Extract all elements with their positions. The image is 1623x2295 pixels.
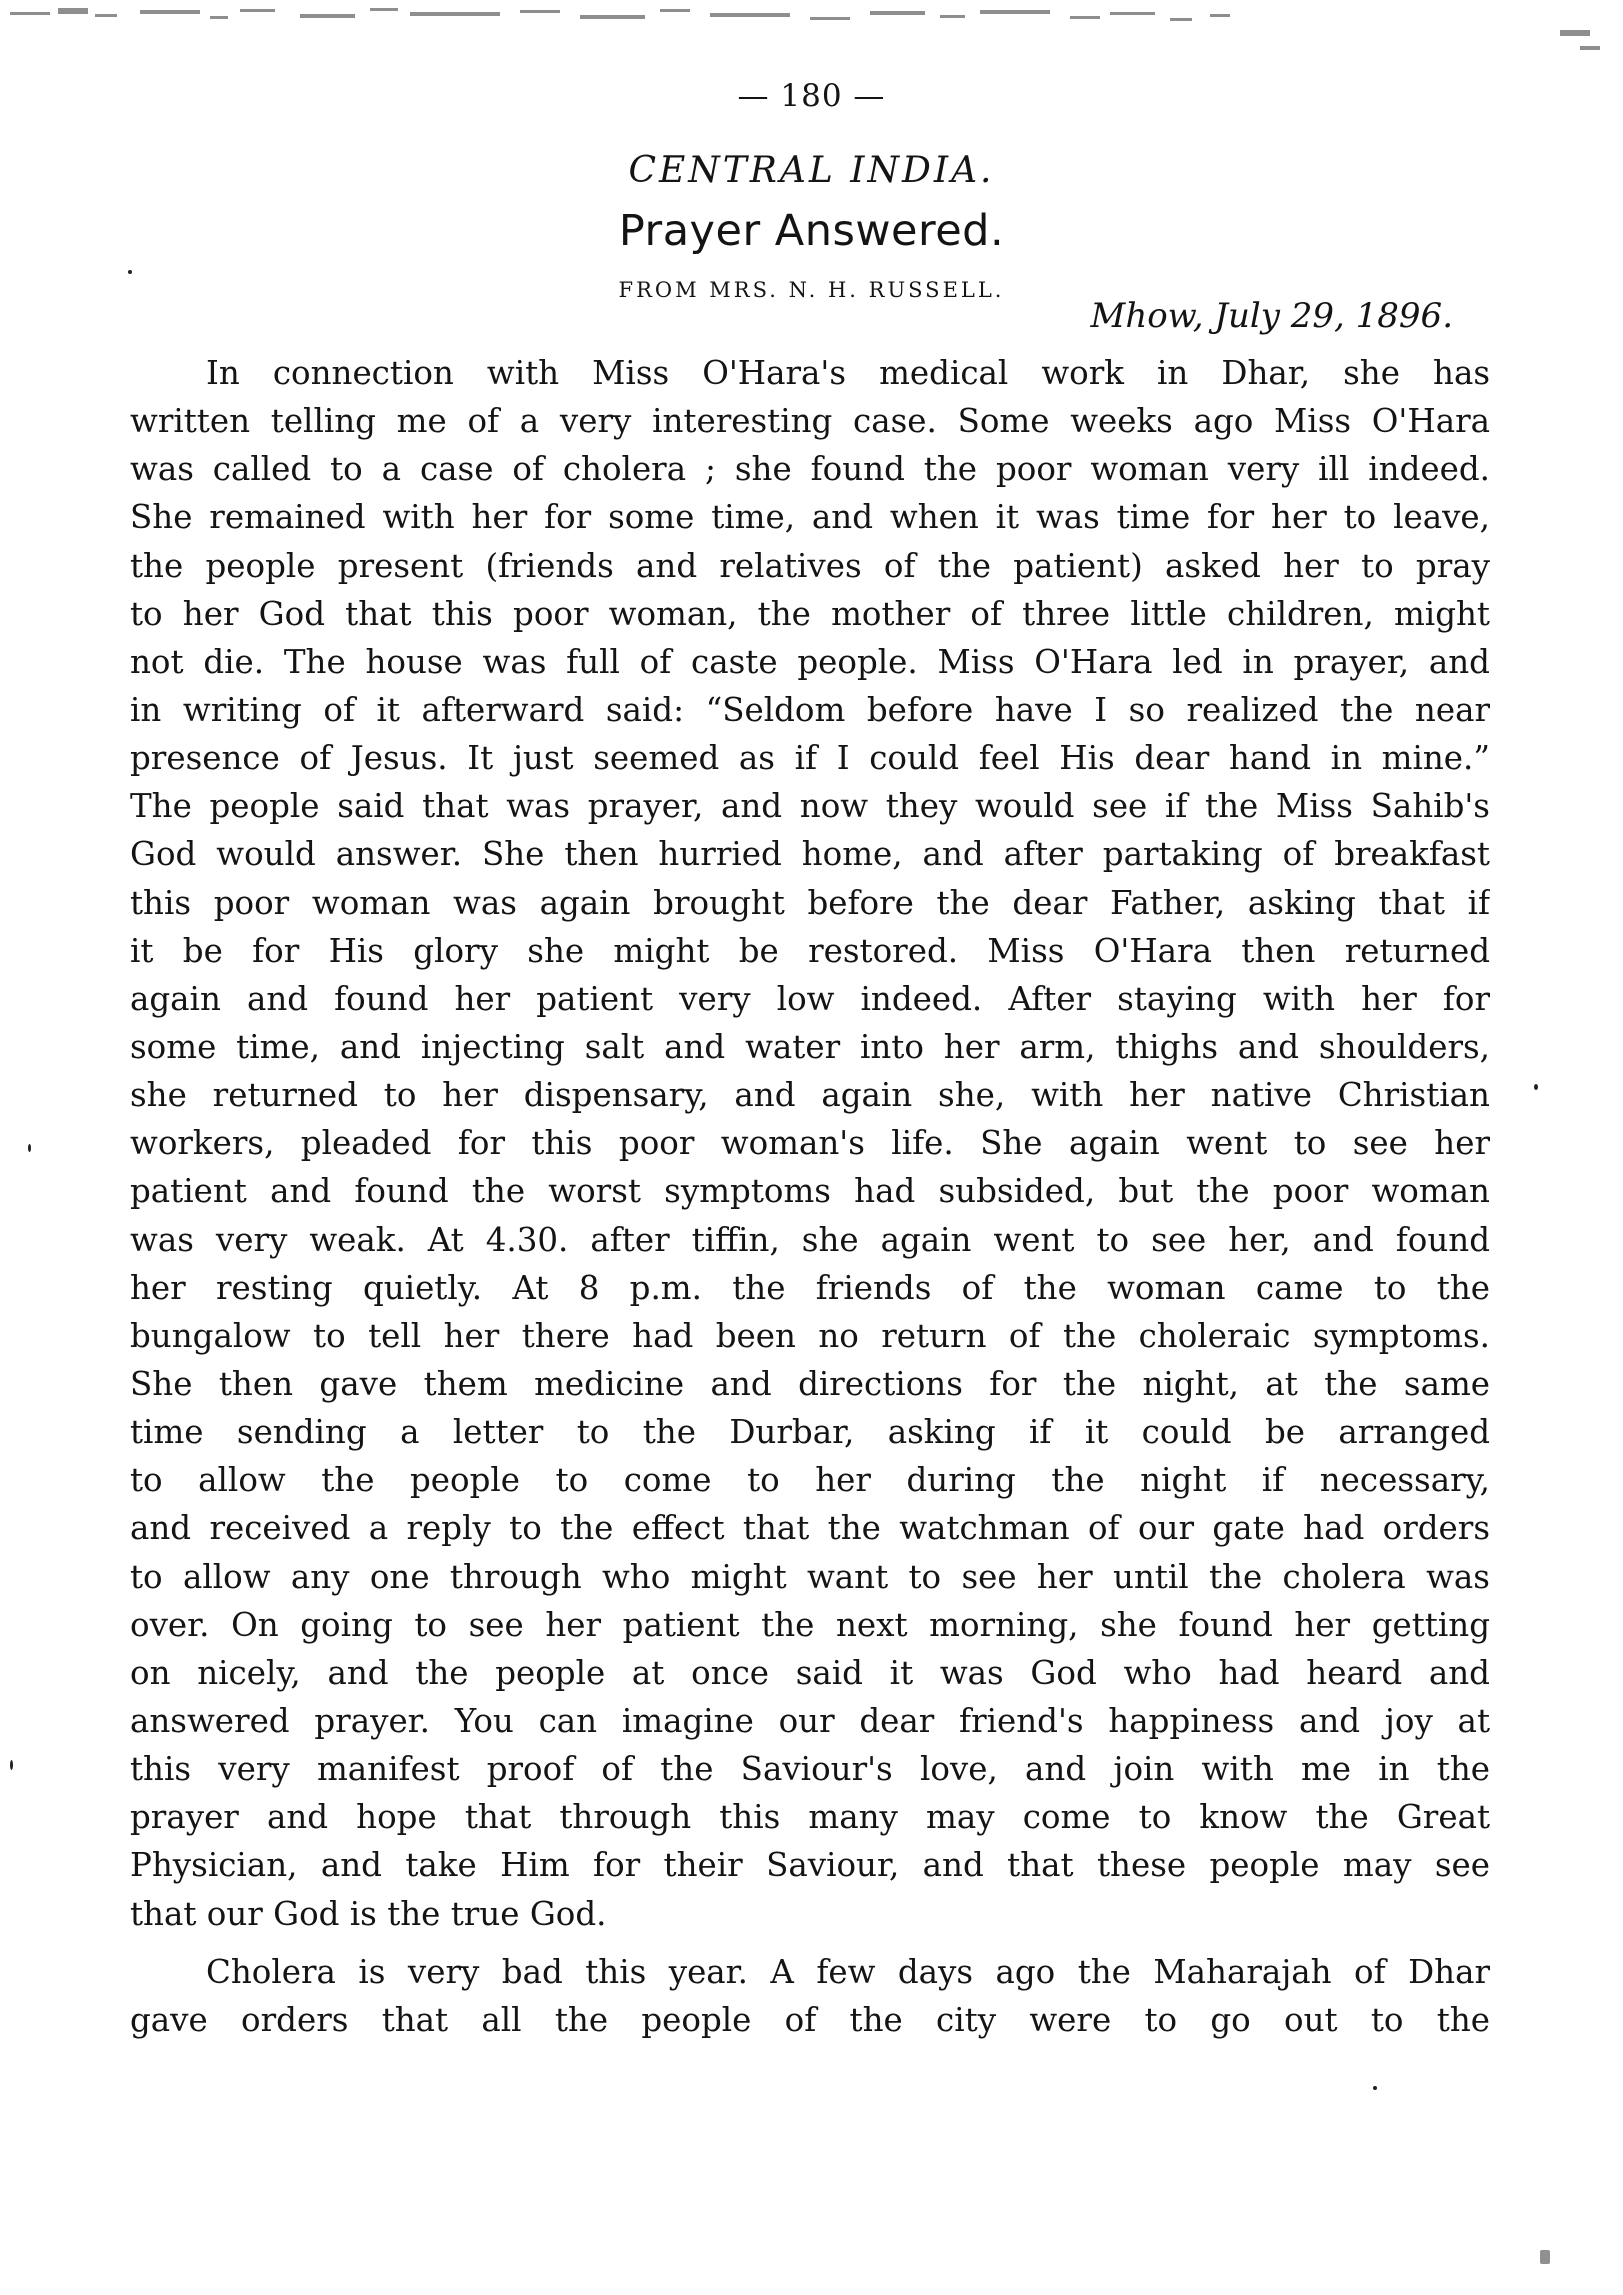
article-body xyxy=(130,349,1490,2044)
article-title: Prayer Answered. xyxy=(618,206,1005,256)
text-line: to allow the people to come to her during the night if necessary, xyxy=(130,1461,1490,1500)
page-number: — 180 — xyxy=(737,78,886,114)
text-line: was called to a case of cholera ; she found the poor woman very ill indeed. xyxy=(130,450,1490,489)
text-line: again and found her patient very low indeed. After staying with her for xyxy=(130,979,1490,1018)
scan-speck xyxy=(128,270,132,274)
text-line: The people said that was prayer, and now they would see if the Miss Sahib's xyxy=(130,787,1490,826)
text-line: Physician, and take Him for their Saviour, and that these people may see xyxy=(130,1846,1490,1885)
text-line: some time, and injecting salt and water into her arm, thighs and shoulders, xyxy=(130,1027,1490,1066)
scan-speck xyxy=(1540,2250,1550,2264)
scan-speck xyxy=(10,1760,13,1770)
text-line: and received a reply to the effect that the watchman of our gate had orders xyxy=(130,1509,1490,1548)
section-heading: CENTRAL INDIA. xyxy=(628,150,995,191)
text-line: gave orders that all the people of the city were to go out to the xyxy=(130,2000,1490,2039)
scan-noise-top xyxy=(0,0,1623,60)
text-line: the people present (friends and relatives of the patient) asked her to pray xyxy=(130,546,1490,585)
text-line: workers, pleaded for this poor woman's life. She again went to see her xyxy=(130,1124,1490,1163)
text-line: on nicely, and the people at once said it was God who had heard and xyxy=(130,1653,1490,1692)
text-line: it be for His glory she might be restored. Miss O'Hara then returned xyxy=(130,931,1490,970)
text-line: to allow any one through who might want to see her until the cholera was xyxy=(130,1557,1490,1596)
text-line: was very weak. At 4.30. after tiffin, she again went to see her, and found xyxy=(130,1220,1490,1259)
text-line: to her God that this poor woman, the mother of three little children, might xyxy=(130,594,1490,633)
dateline: Mhow, July 29, 1896. xyxy=(1090,296,1453,336)
text-line: time sending a letter to the Durbar, asking if it could be arranged xyxy=(130,1413,1490,1452)
text-line: written telling me of a very interesting case. Some weeks ago Miss O'Hara xyxy=(130,402,1490,441)
byline: FROM MRS. N. H. RUSSELL. xyxy=(618,278,1005,302)
text-line: not die. The house was full of caste people. Miss O'Hara led in prayer, and xyxy=(130,642,1490,681)
text-line: she returned to her dispensary, and again she, with her native Christian xyxy=(130,1076,1490,1115)
text-line: In connection with Miss O'Hara's medical work in Dhar, she has xyxy=(206,354,1490,392)
text-line: in writing of it afterward said: “Seldom before have I so realized the near xyxy=(130,690,1490,729)
text-line: over. On going to see her patient the next morning, she found her getting xyxy=(130,1605,1490,1644)
text-line: Cholera is very bad this year. A few days ago the Maharajah of Dhar xyxy=(206,1952,1490,1991)
text-line: this very manifest proof of the Saviour's love, and join with me in the xyxy=(130,1750,1490,1789)
text-line: this poor woman was again brought before the dear Father, asking that if xyxy=(130,883,1490,922)
text-line: that our God is the true God. xyxy=(130,1894,607,1933)
text-line: answered prayer. You can imagine our dear friend's happiness and joy at xyxy=(130,1701,1490,1740)
text-line: She remained with her for some time, and when it was time for her to leave, xyxy=(130,498,1490,537)
text-line: her resting quietly. At 8 p.m. the friends of the woman came to the xyxy=(130,1268,1490,1307)
scan-speck xyxy=(1373,2086,1377,2090)
text-line: patient and found the worst symptoms had subsided, but the poor woman xyxy=(130,1172,1490,1211)
paragraph-gap xyxy=(130,1938,1490,1948)
scan-speck xyxy=(28,1144,31,1152)
text-line: God would answer. She then hurried home, and after partaking of breakfast xyxy=(130,835,1490,874)
scan-speck xyxy=(1534,1084,1538,1090)
text-line: presence of Jesus. It just seemed as if I could feel His dear hand in mine.” xyxy=(130,739,1490,778)
text-line: prayer and hope that through this many may come to know the Great xyxy=(130,1798,1490,1837)
text-line: bungalow to tell her there had been no return of the choleraic symptoms. xyxy=(130,1316,1490,1355)
text-line: She then gave them medicine and directions for the night, at the same xyxy=(130,1364,1490,1403)
